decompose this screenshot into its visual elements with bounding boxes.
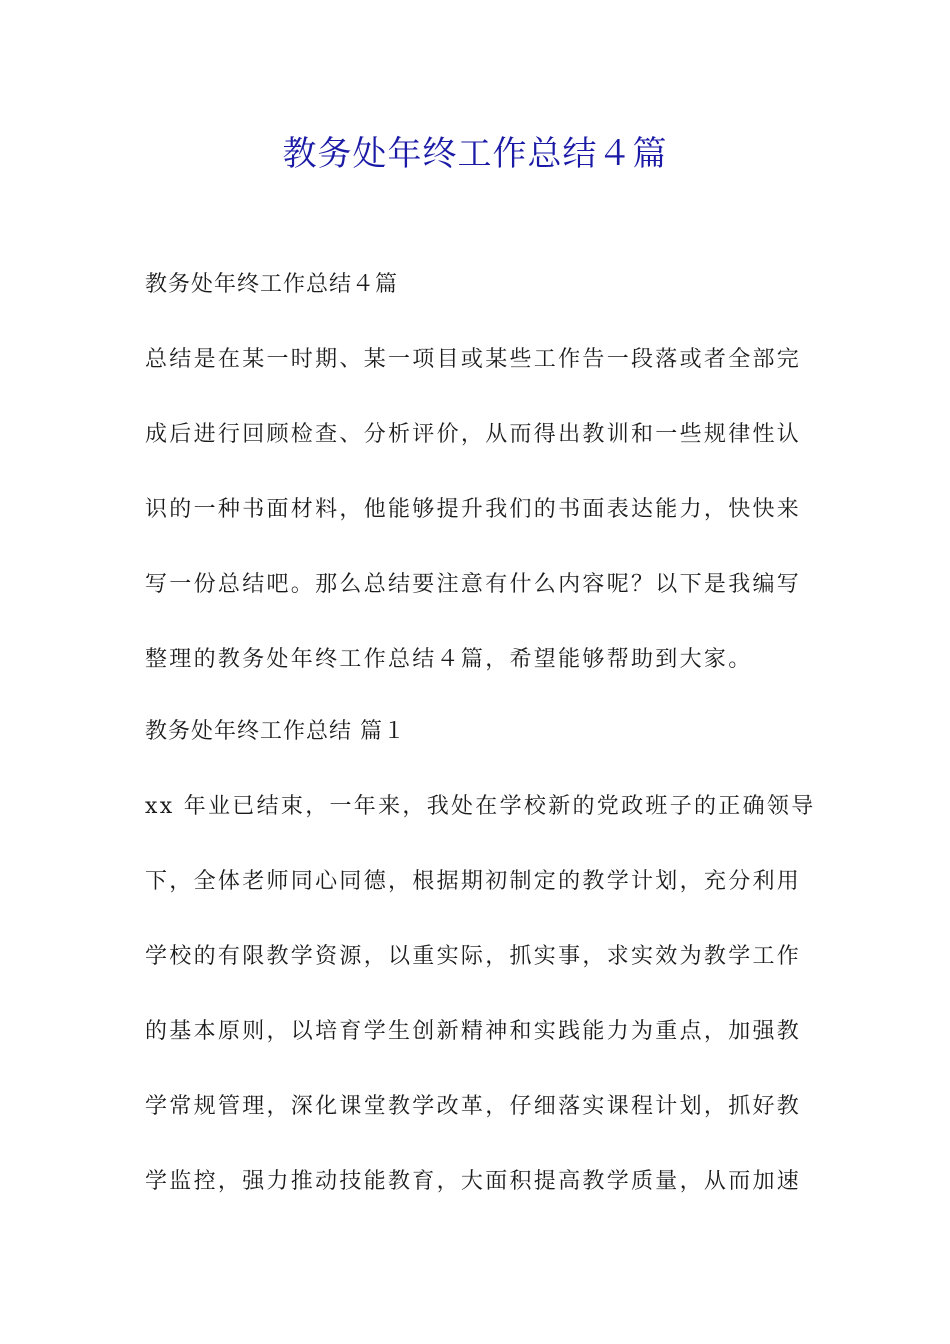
paragraph-line: 学校的有限教学资源，以重实际，抓实事，求实效为教学工作 [145,944,802,969]
paragraph-line: xx 年业已结束，一年来，我处在学校新的党政班子的正确领导 [145,794,816,819]
paragraph-line: 下，全体老师同心同德，根据期初制定的教学计划，充分利用 [145,869,802,894]
paragraph-line: 识的一种书面材料，他能够提升我们的书面表达能力，快快来 [145,497,802,522]
paragraph-line: 学监控，强力推动技能教育，大面积提高教学质量，从而加速 [145,1169,802,1194]
paragraph-line: 写一份总结吧。那么总结要注意有什么内容呢？以下是我编写 [145,572,802,597]
subtitle-line: 教务处年终工作总结４篇 [145,272,399,297]
paragraph-line: 总结是在某一时期、某一项目或某些工作告一段落或者全部完 [145,347,802,372]
paragraph-line: 的基本原则，以培育学生创新精神和实践能力为重点，加强教 [145,1019,802,1044]
paragraph-line: 成后进行回顾检查、分析评价，从而得出教训和一些规律性认 [145,422,802,447]
document-title: 教务处年终工作总结４篇 [282,134,668,174]
section-heading: 教务处年终工作总结 篇１ [145,719,406,744]
paragraph-line: 整理的教务处年终工作总结４篇，希望能够帮助到大家。 [145,647,753,672]
paragraph-line: 学常规管理，深化课堂教学改革，仔细落实课程计划，抓好教 [145,1094,802,1119]
